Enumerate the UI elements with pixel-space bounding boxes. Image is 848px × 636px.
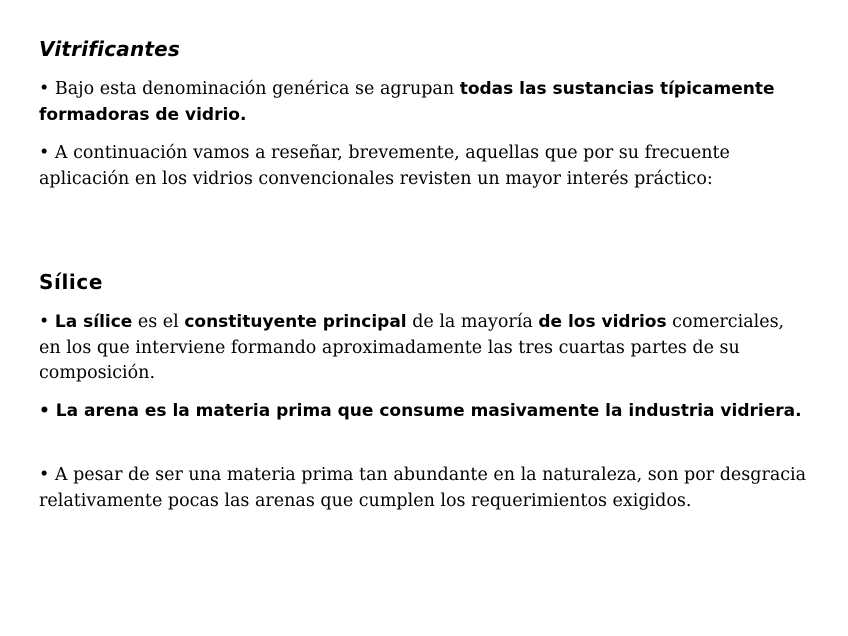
bullet: • — [39, 465, 50, 485]
paragraph-arena-requerimientos — [39, 463, 809, 514]
bullet: • — [39, 143, 50, 163]
paragraph-silice-principal — [39, 310, 809, 387]
section-title-silice: Sílice — [39, 270, 103, 294]
bullet: • — [39, 312, 50, 332]
paragraph-bold-text: La sílice — [54, 312, 133, 332]
paragraph-arena — [39, 398, 809, 424]
paragraph-bold-text: de los vidrios — [538, 312, 667, 332]
paragraph-text: A pesar de ser una materia prima tan abundante en la naturaleza, son por desgracia relativamente pocas las arenas que cumplen los requerimientos exigidos. — [39, 465, 807, 511]
bullet: • — [39, 401, 50, 421]
paragraph-vitrificantes-intro — [39, 141, 809, 192]
paragraph-text: de la mayoría — [406, 312, 539, 332]
paragraph-text: es el — [132, 312, 185, 332]
paragraph-bold-text: todas las sustancias típicamente formadoras de vidrio. — [39, 79, 775, 125]
section-title-vitrificantes: Vitrificantes — [39, 37, 181, 61]
paragraph-vitrificantes-definition — [39, 77, 809, 128]
paragraph-text: comerciales, en los que interviene formando aproximadamente las tres cuartas partes de su composición. — [39, 312, 785, 383]
paragraph-bold-text: constituyente principal — [184, 312, 407, 332]
paragraph-bold-text: La arena es la materia prima que consume masivamente la industria vidriera. — [49, 401, 802, 421]
paragraph-text: A continuación vamos a reseñar, brevemente, aquellas que por su frecuente aplicación en los vidrios convencionales revisten un mayor interés práctico: — [39, 143, 730, 189]
bullet: • — [39, 79, 50, 99]
paragraph-text: Bajo esta denominación genérica se agrupan — [49, 79, 460, 99]
